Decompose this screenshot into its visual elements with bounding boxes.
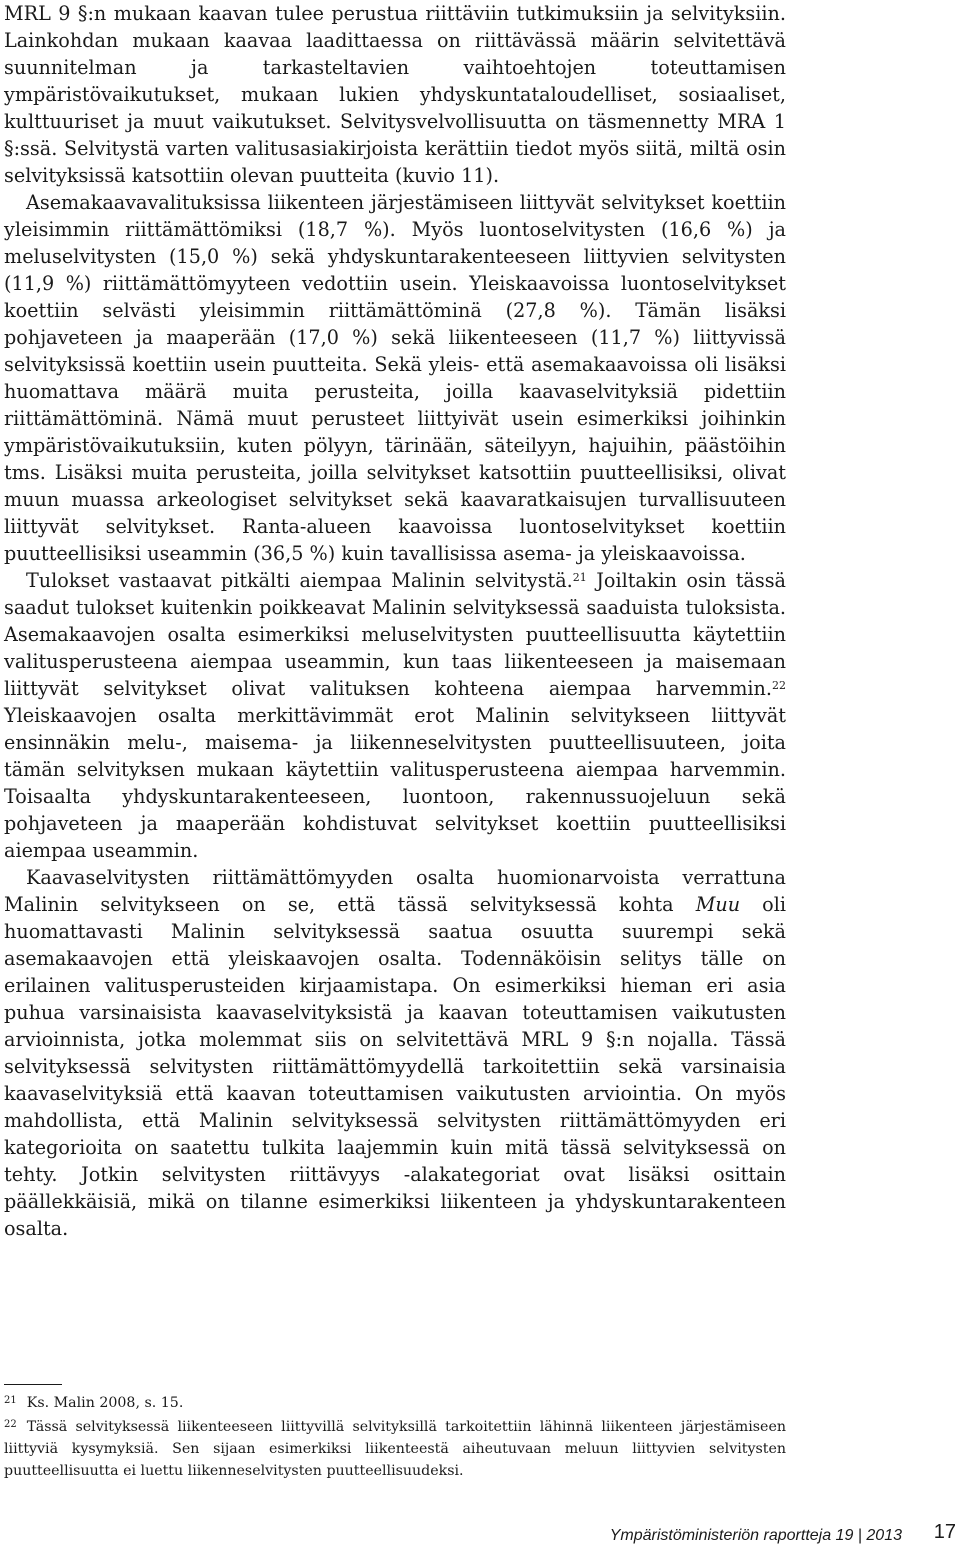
- report-series: Ympäristöministeriön raportteja 19 | 2013: [609, 1527, 902, 1544]
- paragraph-3-part-c: Yleiskaavojen osalta merkittävimmät erot Malinin selvitykseen liittyvät ensinnäkin melu-, maisema- ja liikenneselvitysten puutteellisuuteen, joita tämän selvityksen mukaan käytettiin valitusperusteena aiempaa harvemmin. Toisaalta yhdyskuntarakenteeseen, luontoon, rakennussuojeluun sekä pohjaveteen ja maaperään kohdistuvat selvitykset koettiin puutteellisiksi aiempaa useammin.: [4, 704, 786, 862]
- paragraph-3-part-b: Joiltakin osin tässä saadut tulokset kuitenkin poikkeavat Malinin selvityksessä saaduista tuloksista. Asemakaavojen osalta esimerkiksi meluselvitysten puutteellisuutta käytettiin valitusperusteena aiempaa useammin, kun taas liikenteeseen ja maisemaan liittyvät selvitykset olivat valituksen kohteena aiempaa harvemmin.: [4, 569, 786, 700]
- footnote-21: [4, 1390, 786, 1414]
- page-number: 17: [933, 1521, 956, 1543]
- paragraph-1: MRL 9 §:n mukaan kaavan tulee perustua riittäviin tutkimuksiin ja selvityksiin. Lainkohdan mukaan kaavaa laadittaessa on riittävässä määrin selvitettävä suunnitelman ja tarkasteltavien vaihtoehtojen toteuttamisen ympäristövaikutukset, mukaan lukien yhdyskuntataloudelliset, sosiaaliset, kulttuuriset ja muut vaikutukset. Selvitysvelvollisuutta on täsmennetty MRA 1 §:ssä. Selvitystä varten valitusasiakirjoista kerättiin tiedot myös siitä, miltä osin selvityksissä katsottiin olevan puutteita (kuvio 11).: [4, 2, 786, 187]
- paragraph-4-part-a: Kaavaselvitysten riittämättömyyden osalta huomionarvoista verrattuna Malinin selvitykseen on se, että tässä selvityksessä kohta: [4, 866, 786, 916]
- body-text: [4, 0, 786, 1242]
- footnote-text: Tässä selvityksessä liikenteeseen liittyvillä selvityksillä tarkoitettiin lähinnä liikenteen järjestämiseen liittyviä kysymyksiä. Sen sijaan esimerkiksi liikenteestä aiheutuvaan meluun liittyvien selvitysten puutteellisuutta ei luettu liikenneselvitysten puutteellisuudeksi.: [4, 1419, 786, 1479]
- footnote-ref-22: 22: [772, 679, 786, 692]
- footnote-22: [4, 1414, 786, 1482]
- page-footer: [0, 1521, 960, 1551]
- paragraph-4-part-b: oli huomattavasti Malinin selvityksessä saatua osuutta suurempi sekä asemakaavojen että yleiskaavojen osalta. Todennäköisin selitys tälle on erilainen valitusperusteiden kirjaamistapa. On esimerkiksi hieman eri asia puhua varsinaisista kaavaselvityksistä ja kaavan toteuttamisen vaikutusten arvioinnista, jotka molemmat siis on selvitettävä MRL 9 §:n nojalla. Tässä selvityksessä selvitysten riittämättömyydellä tarkoitettiin sekä varsinaisia kaavaselvityksiä että kaavan toteuttamisen vaikutusten arviointia. On myös mahdollista, että Malinin selvityksessä selvitysten riittämättömyyden eri kategorioita on saatettu tulkita laajemmin kuin mitä tässä selvityksessä on tehty. Jotkin selvitysten riittävyys -alakategoriat ovat lisäksi osittain päällekkäisiä, mikä on tilanne esimerkiksi liikenteen ja yhdyskuntarakenteen osalta.: [4, 893, 786, 1240]
- footnote-divider: [4, 1384, 62, 1385]
- paragraph-3-part-a: Tulokset vastaavat pitkälti aiempaa Malinin selvitystä.: [26, 569, 573, 592]
- paragraph-2: Asemakaavavalituksissa liikenteen järjestämiseen liittyvät selvitykset koettiin yleisimmin riittämättömiksi (18,7 %). Myös luontoselvitysten (16,6 %) ja meluselvitysten (15,0 %) sekä yhdyskuntarakenteeseen liittyvien selvitysten (11,9 %) riittämättömyyteen vedottiin usein. Yleiskaavoissa luontoselvitykset koettiin selvästi yleisimmin riittämättöminä (27,8 %). Tämän lisäksi pohjaveteen ja maaperään (17,0 %) sekä liikenteeseen (11,7 %) liittyvissä selvityksissä koettiin usein puutteita. Sekä yleis- että asemakaavoissa oli lisäksi huomattava määrä muita perusteita, joilla kaavaselvityksiä pidettiin riittämättöminä. Nämä muut perusteet liittyivät usein esimerkiksi joihinkin ympäristövaikutuksiin, kuten pölyyn, tärinään, säteilyyn, hajuihin, päästöihin tms. Lisäksi muita perusteita, joilla selvitykset katsottiin puutteellisiksi, olivat muun muassa arkeologiset selvitykset sekä kaavaratkaisujen turvallisuuteen liittyvät selvitykset. Ranta-alueen kaavoissa luontoselvitykset koettiin puutteellisiksi useammin (36,5 %) kuin tavallisissa asema- ja yleiskaavoissa.: [4, 191, 786, 565]
- footnote-ref-21: 21: [572, 571, 587, 584]
- paragraph-4-emphasis: Muu: [695, 893, 741, 916]
- footnote-number: 21: [4, 1395, 17, 1406]
- footnote-text: Ks. Malin 2008, s. 15.: [26, 1395, 184, 1411]
- paragraph-4: [4, 864, 786, 1242]
- footnote-number: 22: [4, 1419, 17, 1430]
- paragraph-3: [4, 567, 786, 864]
- footnotes: [4, 1390, 786, 1482]
